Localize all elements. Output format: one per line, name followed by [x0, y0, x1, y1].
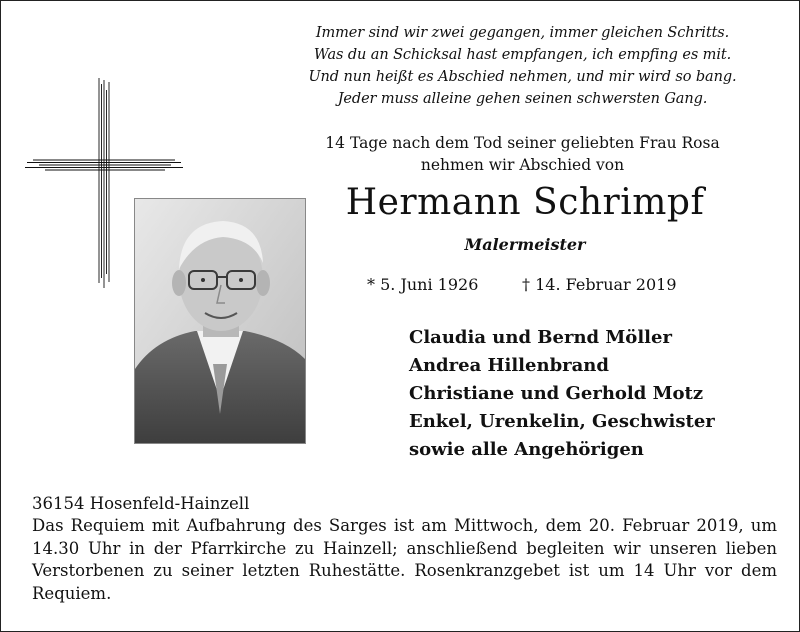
birth-date: * 5. Juni 1926	[367, 275, 479, 294]
intro-line: 14 Tage nach dem Tod seiner geliebten Frau Rosa	[325, 134, 720, 152]
intro-line: nehmen wir Abschied von	[420, 156, 625, 174]
requiem-notice: Das Requiem mit Aufbahrung des Sarges ist am Mittwoch, dem 20. Februar 2019, um 14.30 Uhr in der Pfarrkirche zu Hainzell; anschließend begleiten wir unseren lieben Verstorbenen zu seiner letzten Ruhestätte. Rosenkranzgebet ist um 14 Uhr vor dem Requiem.	[32, 516, 777, 603]
mourner: sowie alle Angehörigen	[409, 439, 644, 460]
portrait-photo	[134, 198, 306, 444]
location: 36154 Hosenfeld-Hainzell	[32, 494, 250, 513]
mourner: Claudia und Bernd Möller	[409, 327, 672, 348]
poem-line: Immer sind wir zwei gegangen, immer gleichen Schritts.	[315, 25, 730, 41]
mourners-list	[409, 324, 715, 464]
mourner: Andrea Hillenbrand	[409, 355, 609, 376]
poem	[250, 22, 795, 110]
poem-line: Jeder muss alleine gehen seinen schwersten Gang.	[337, 91, 708, 107]
deceased-profession: Malermeister	[464, 235, 586, 254]
mourner: Enkel, Urenkelin, Geschwister	[409, 411, 715, 432]
portrait-illustration	[135, 199, 305, 443]
poem-line: Was du an Schicksal hast empfangen, ich empfing es mit.	[313, 47, 732, 63]
poem-line: Und nun heißt es Abschied nehmen, und mir wird so bang.	[308, 69, 737, 85]
intro-text	[250, 132, 795, 176]
mourner: Christiane und Gerhold Motz	[409, 383, 704, 404]
death-date: † 14. Februar 2019	[522, 275, 677, 294]
deceased-name: Hermann Schrimpf	[345, 182, 705, 223]
